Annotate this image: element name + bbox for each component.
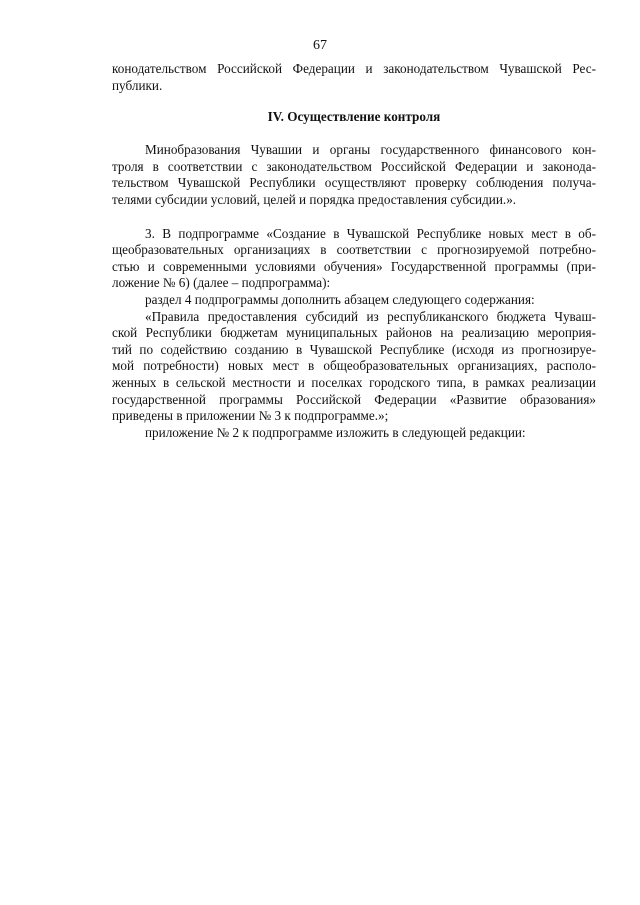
text-line: тельством Чувашской Республики осуществляют проверку соблюдения получа- xyxy=(112,175,596,191)
text-line: публики. xyxy=(112,77,163,93)
paragraph-subprogram xyxy=(112,226,596,292)
paragraph-continuation xyxy=(112,61,596,94)
text-line: раздел 4 подпрограммы дополнить абзацем следующего содержания: xyxy=(145,291,535,307)
page-number: 67 xyxy=(313,38,327,53)
paragraph-rules-quote xyxy=(112,309,596,425)
text-line: конодательством Российской Федерации и законодательством Чувашской Рес- xyxy=(112,61,596,76)
text-line: Минобразования Чувашии и органы государственного финансового кон- xyxy=(145,142,596,158)
text-line: «Правила предоставления субсидий из республиканского бюджета Чуваш- xyxy=(145,308,596,324)
text-line: 3. В подпрограмме «Создание в Чувашской Республике новых мест в об- xyxy=(145,225,596,241)
paragraph-gap xyxy=(112,209,596,226)
section-heading: IV. Осуществление контроля xyxy=(267,109,441,125)
document-body xyxy=(112,61,596,441)
paragraph-appendix xyxy=(112,425,596,442)
text-line: стью и современными условиями обучения» Государственной программы (при- xyxy=(112,258,596,274)
text-line: телями субсидии условий, целей и порядка предоставления субсидии.». xyxy=(112,191,517,207)
text-line: женных в сельской местности и поселках городского типа, в рамках реализации xyxy=(112,374,596,390)
text-line: мой потребности) новых мест в общеобразовательных организациях, располо- xyxy=(112,358,596,374)
paragraph-control xyxy=(112,142,596,208)
text-line: приложение № 2 к подпрограмме изложить в следующей редакции: xyxy=(145,424,526,440)
text-line: приведены в приложении № 3 к подпрограмме.»; xyxy=(112,408,389,424)
text-line: тий по содействию созданию в Чувашской Республике (исходя из прогнозируе- xyxy=(112,341,596,357)
paragraph-section4 xyxy=(112,292,596,309)
text-line: щеобразовательных организациях в соответствии с прогнозируемой потребно- xyxy=(112,242,596,258)
text-line: ложение № 6) (далее – подпрограмма): xyxy=(112,275,331,291)
text-line: троля в соответствии с законодательством Российской Федерации и законода- xyxy=(112,158,596,174)
text-line: государственной программы Российской Федерации «Развитие образования» xyxy=(112,391,596,407)
text-line: ской Республики бюджетам муниципальных районов на реализацию мероприя- xyxy=(112,325,596,341)
